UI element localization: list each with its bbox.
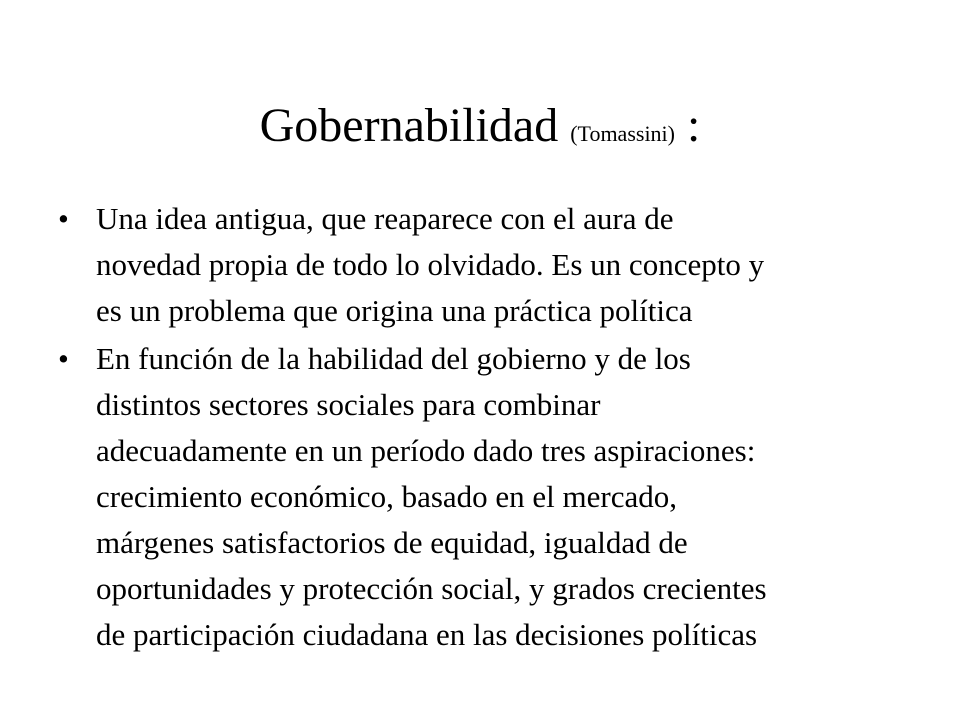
slide-title [0, 96, 960, 164]
bullet-1-line-3: es un problema que origina una práctica política [96, 293, 693, 328]
bullet-2-line-7: de participación ciudadana en las decisiones políticas [96, 617, 758, 652]
bullet-2-line-4: crecimiento económico, basado en el mercado, [96, 479, 677, 514]
title-suffix: : [687, 99, 701, 152]
bullet-2-line-3: adecuadamente en un período dado tres aspiraciones: [96, 433, 756, 468]
bullet-marker: • [58, 341, 69, 376]
title-main: Gobernabilidad [259, 99, 559, 152]
bullet-marker: • [58, 201, 69, 236]
bullet-2-line-5: márgenes satisfactorios de equidad, igualdad de [96, 525, 688, 560]
bullet-2-line-2: distintos sectores sociales para combinar [96, 387, 601, 422]
bullet-2-line-6: oportunidades y protección social, y grados crecientes [96, 571, 767, 606]
bullet-2-line-1: En función de la habilidad del gobierno y de los [96, 341, 691, 376]
title-source: (Tomassini) [570, 121, 675, 146]
bullet-1-line-2: novedad propia de todo lo olvidado. Es un concepto y [96, 247, 765, 282]
bullet-item-2 [58, 336, 908, 658]
bullet-1-line-1: Una idea antigua, que reaparece con el aura de [96, 201, 674, 236]
bullet-list [58, 196, 908, 660]
bullet-item-1 [58, 196, 908, 334]
